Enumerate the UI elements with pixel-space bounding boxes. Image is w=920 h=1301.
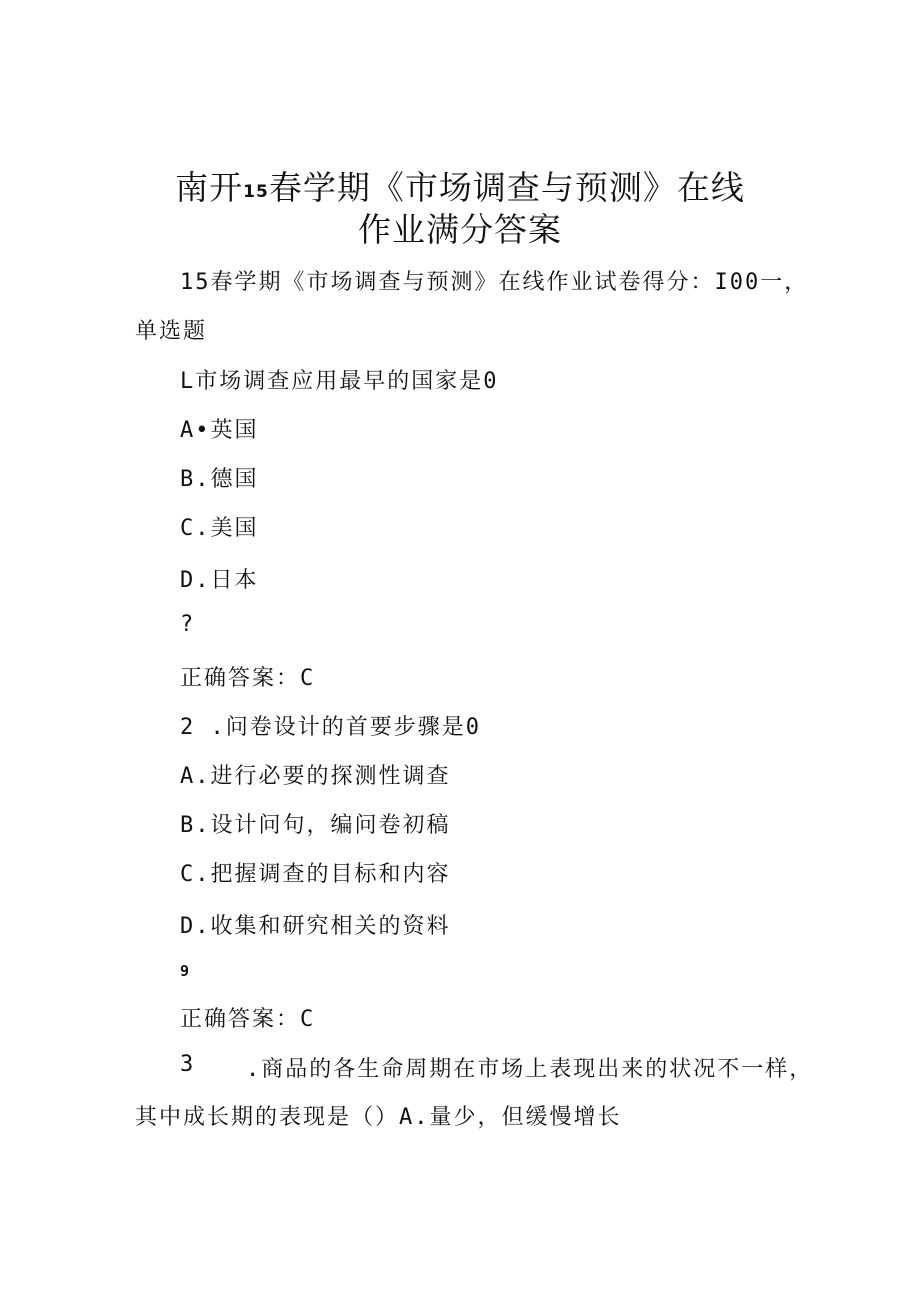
question-3-stem-continued: 其中成长期的表现是（）A.量少，但缓慢增长: [135, 1105, 622, 1130]
question-2-option-a: A.进行必要的探测性调查: [180, 764, 451, 789]
question-2-option-d: D.收集和研究相关的资料: [180, 914, 451, 939]
title-prefix: 南开: [175, 168, 244, 207]
title-term-number: 15: [243, 182, 269, 202]
question-2-marker: 9: [180, 962, 192, 980]
question-2-option-b: B.设计问句，编问卷初稿: [180, 813, 451, 838]
question-2-option-c: C.把握调查的目标和内容: [180, 862, 451, 887]
question-2-answer: 正确答案：C: [180, 1007, 316, 1032]
question-1-marker: ?: [180, 612, 196, 637]
document-title-line2: 作业满分答案: [358, 210, 562, 249]
document-title-line1: [0, 162, 920, 209]
question-1-stem: L市场调查应用最早的国家是0: [180, 369, 499, 394]
question-2-stem: 2 .问卷设计的首要步骤是0: [180, 715, 481, 740]
question-1-option-c: C.美国: [180, 516, 259, 541]
question-1-option-b: B.德国: [180, 467, 259, 492]
question-3-stem: .商品的各生命周期在市场上表现出来的状况不一样，: [246, 1057, 814, 1082]
question-1-answer: 正确答案：C: [180, 666, 316, 691]
section-heading: 单选题: [135, 319, 208, 344]
question-3-number: 3: [180, 1052, 196, 1077]
question-1-option-a: A•英国: [180, 418, 259, 443]
question-1-option-d: D.日本: [180, 568, 259, 593]
intro-line: 15春学期《市场调查与预测》在线作业试卷得分：I00一，: [180, 270, 809, 295]
title-suffix: 春学期《市场调查与预测》在线: [268, 168, 745, 207]
